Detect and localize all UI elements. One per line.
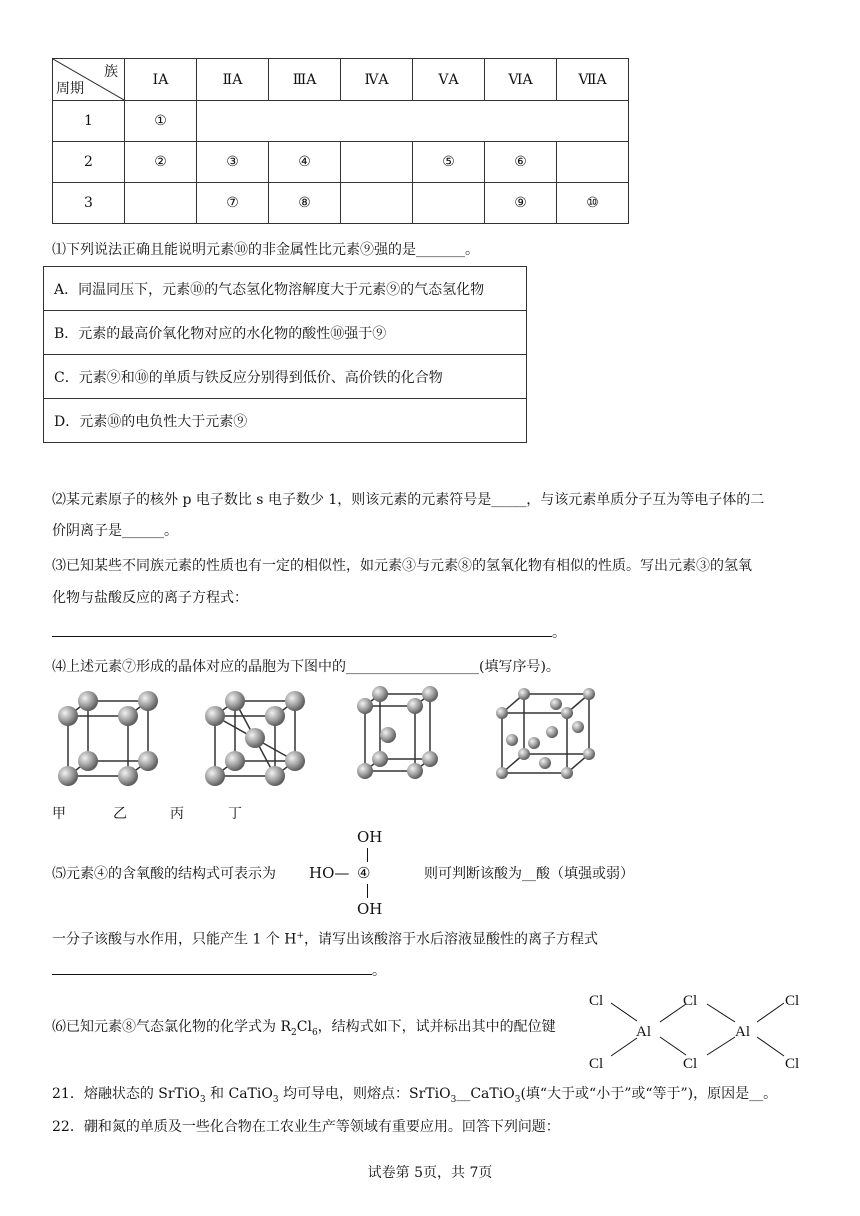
element-cell: ⑤ — [413, 142, 485, 183]
chlorine-atom: Cl — [683, 993, 698, 1009]
question-4-stem: ⑷上述元素⑦形成的晶体对应的晶胞为下图中的___________________(填写序号)。 — [52, 659, 560, 675]
answer-blank — [52, 960, 372, 975]
chlorine-atom: Cl — [589, 1056, 604, 1072]
page-footer: 试卷第 5页，共 7页 — [367, 1165, 493, 1181]
crystal-cells-figure — [52, 685, 612, 795]
crystal-cell-jia-atoms — [58, 691, 158, 786]
empty-span-cell — [197, 101, 629, 142]
chlorine-atom: Cl — [589, 993, 604, 1009]
group-header: ⅥA — [485, 59, 557, 101]
option-c: C．元素⑨和⑩的单质与铁反应分别得到低价、高价铁的化合物 — [44, 355, 527, 399]
option-a: A．同温同压下，元素⑩的气态氢化物溶解度大于元素⑨的气态氢化物 — [44, 267, 527, 311]
table-row — [53, 142, 629, 183]
element-cell — [341, 183, 413, 224]
group-header: ⅡA — [197, 59, 269, 101]
corner-group-label: 族 — [104, 64, 118, 80]
oh-top: OH — [357, 828, 383, 846]
period-cell: 1 — [53, 101, 125, 142]
element-cell — [341, 142, 413, 183]
crystal-label-ding: 丁 — [228, 806, 242, 822]
crystal-cell-yi-atoms — [205, 691, 305, 786]
chlorine-atom: Cl — [785, 993, 800, 1009]
question-3-answer-line: 。 — [52, 622, 566, 643]
periodic-table — [52, 58, 629, 224]
element-cell: ⑧ — [269, 183, 341, 224]
element-cell: ④ — [269, 142, 341, 183]
aluminum-atom: Al — [636, 1024, 651, 1040]
group-header: ⅠA — [125, 59, 197, 101]
element-cell — [125, 183, 197, 224]
table-row — [53, 183, 629, 224]
element-cell: ⑩ — [557, 183, 629, 224]
oh-bottom: OH — [357, 900, 383, 918]
question-3-line-2: 化物与盐酸反应的离子方程式： — [52, 590, 248, 606]
chlorine-atom: Cl — [785, 1056, 800, 1072]
bond-top — [367, 848, 368, 862]
corner-period-label: 周期 — [56, 81, 84, 97]
element-cell: ③ — [197, 142, 269, 183]
element-cell: ⑥ — [485, 142, 557, 183]
question-3-line-1: ⑶已知某些不同族元素的性质也有一定的相似性，如元素③与元素⑧的氢氧化物有相似的性质。写出元素③的氢氧 — [52, 558, 752, 574]
period-cell: 2 — [53, 142, 125, 183]
table-corner-cell — [53, 59, 125, 101]
group-header: ⅦA — [557, 59, 629, 101]
crystal-label-bing: 丙 — [170, 806, 184, 822]
crystal-cell-bing-atoms — [357, 686, 438, 779]
element-cell: ⑨ — [485, 183, 557, 224]
question-5-answer-line: 。 — [52, 960, 386, 981]
option-d: D．元素⑩的电负性大于元素⑨ — [44, 399, 527, 443]
group-header: ⅢA — [269, 59, 341, 101]
question-6-stem: ⑹已知元素⑧气态氯化物的化学式为 $R_2Cl_6$，结构式如下，试并标出其中的配位键 — [52, 1019, 556, 1038]
group-header: ⅤA — [413, 59, 485, 101]
question-5-pre: ⑸元素④的含氧酸的结构式可表示为 — [52, 866, 276, 882]
ho-left: HO— — [309, 864, 350, 882]
element-cell: ② — [125, 142, 197, 183]
crystal-label-jia: 甲 — [52, 806, 66, 822]
crystal-label-yi: 乙 — [113, 806, 127, 822]
question-1-options — [43, 266, 527, 443]
central-atom: ④ — [357, 864, 371, 882]
question-2-line-2: 价阴离子是______。 — [52, 523, 178, 539]
question-22: 22．硼和氮的单质及一些化合物在工农业生产等领域有重要应用。回答下列问题： — [52, 1119, 560, 1135]
question-1-stem: ⑴下列说法正确且能说明元素⑩的非金属性比元素⑨强的是_______。 — [52, 242, 479, 258]
group-header: ⅣA — [341, 59, 413, 101]
table-row — [53, 101, 629, 142]
question-5-line-2: 一分子该酸与水作用，只能产生 1 个 H+，请写出该酸溶于水后溶液显酸性的离子方程式 — [52, 931, 599, 948]
answer-blank — [52, 622, 552, 637]
question-21: 21．熔融状态的 SrTiO$_3$ 和 CaTiO$_3$ 均可导电，则熔点：SrTiO$_3$__CaTiO$_3$(填“大于或“小于”或“等于”)，原因是__。 — [52, 1086, 778, 1105]
question-5-post: 则可判断该酸为__酸（填强或弱） — [424, 866, 634, 882]
period-cell: 3 — [53, 183, 125, 224]
element-cell — [557, 142, 629, 183]
element-cell — [413, 183, 485, 224]
element-cell: ⑦ — [197, 183, 269, 224]
chlorine-atom: Cl — [683, 1056, 698, 1072]
option-b: B．元素的最高价氧化物对应的水化物的酸性⑩强于⑨ — [44, 311, 527, 355]
bond-bottom — [367, 884, 368, 898]
question-2-line-1: ⑵某元素原子的核外 p 电子数比 s 电子数少 1，则该元素的元素符号是_____，与该元素单质分子互为等电子体的二 — [52, 492, 765, 508]
element-cell: ① — [125, 101, 197, 142]
al2cl6-structure — [585, 986, 815, 1076]
aluminum-atom: Al — [735, 1024, 750, 1040]
acid-structure-formula — [309, 826, 399, 918]
